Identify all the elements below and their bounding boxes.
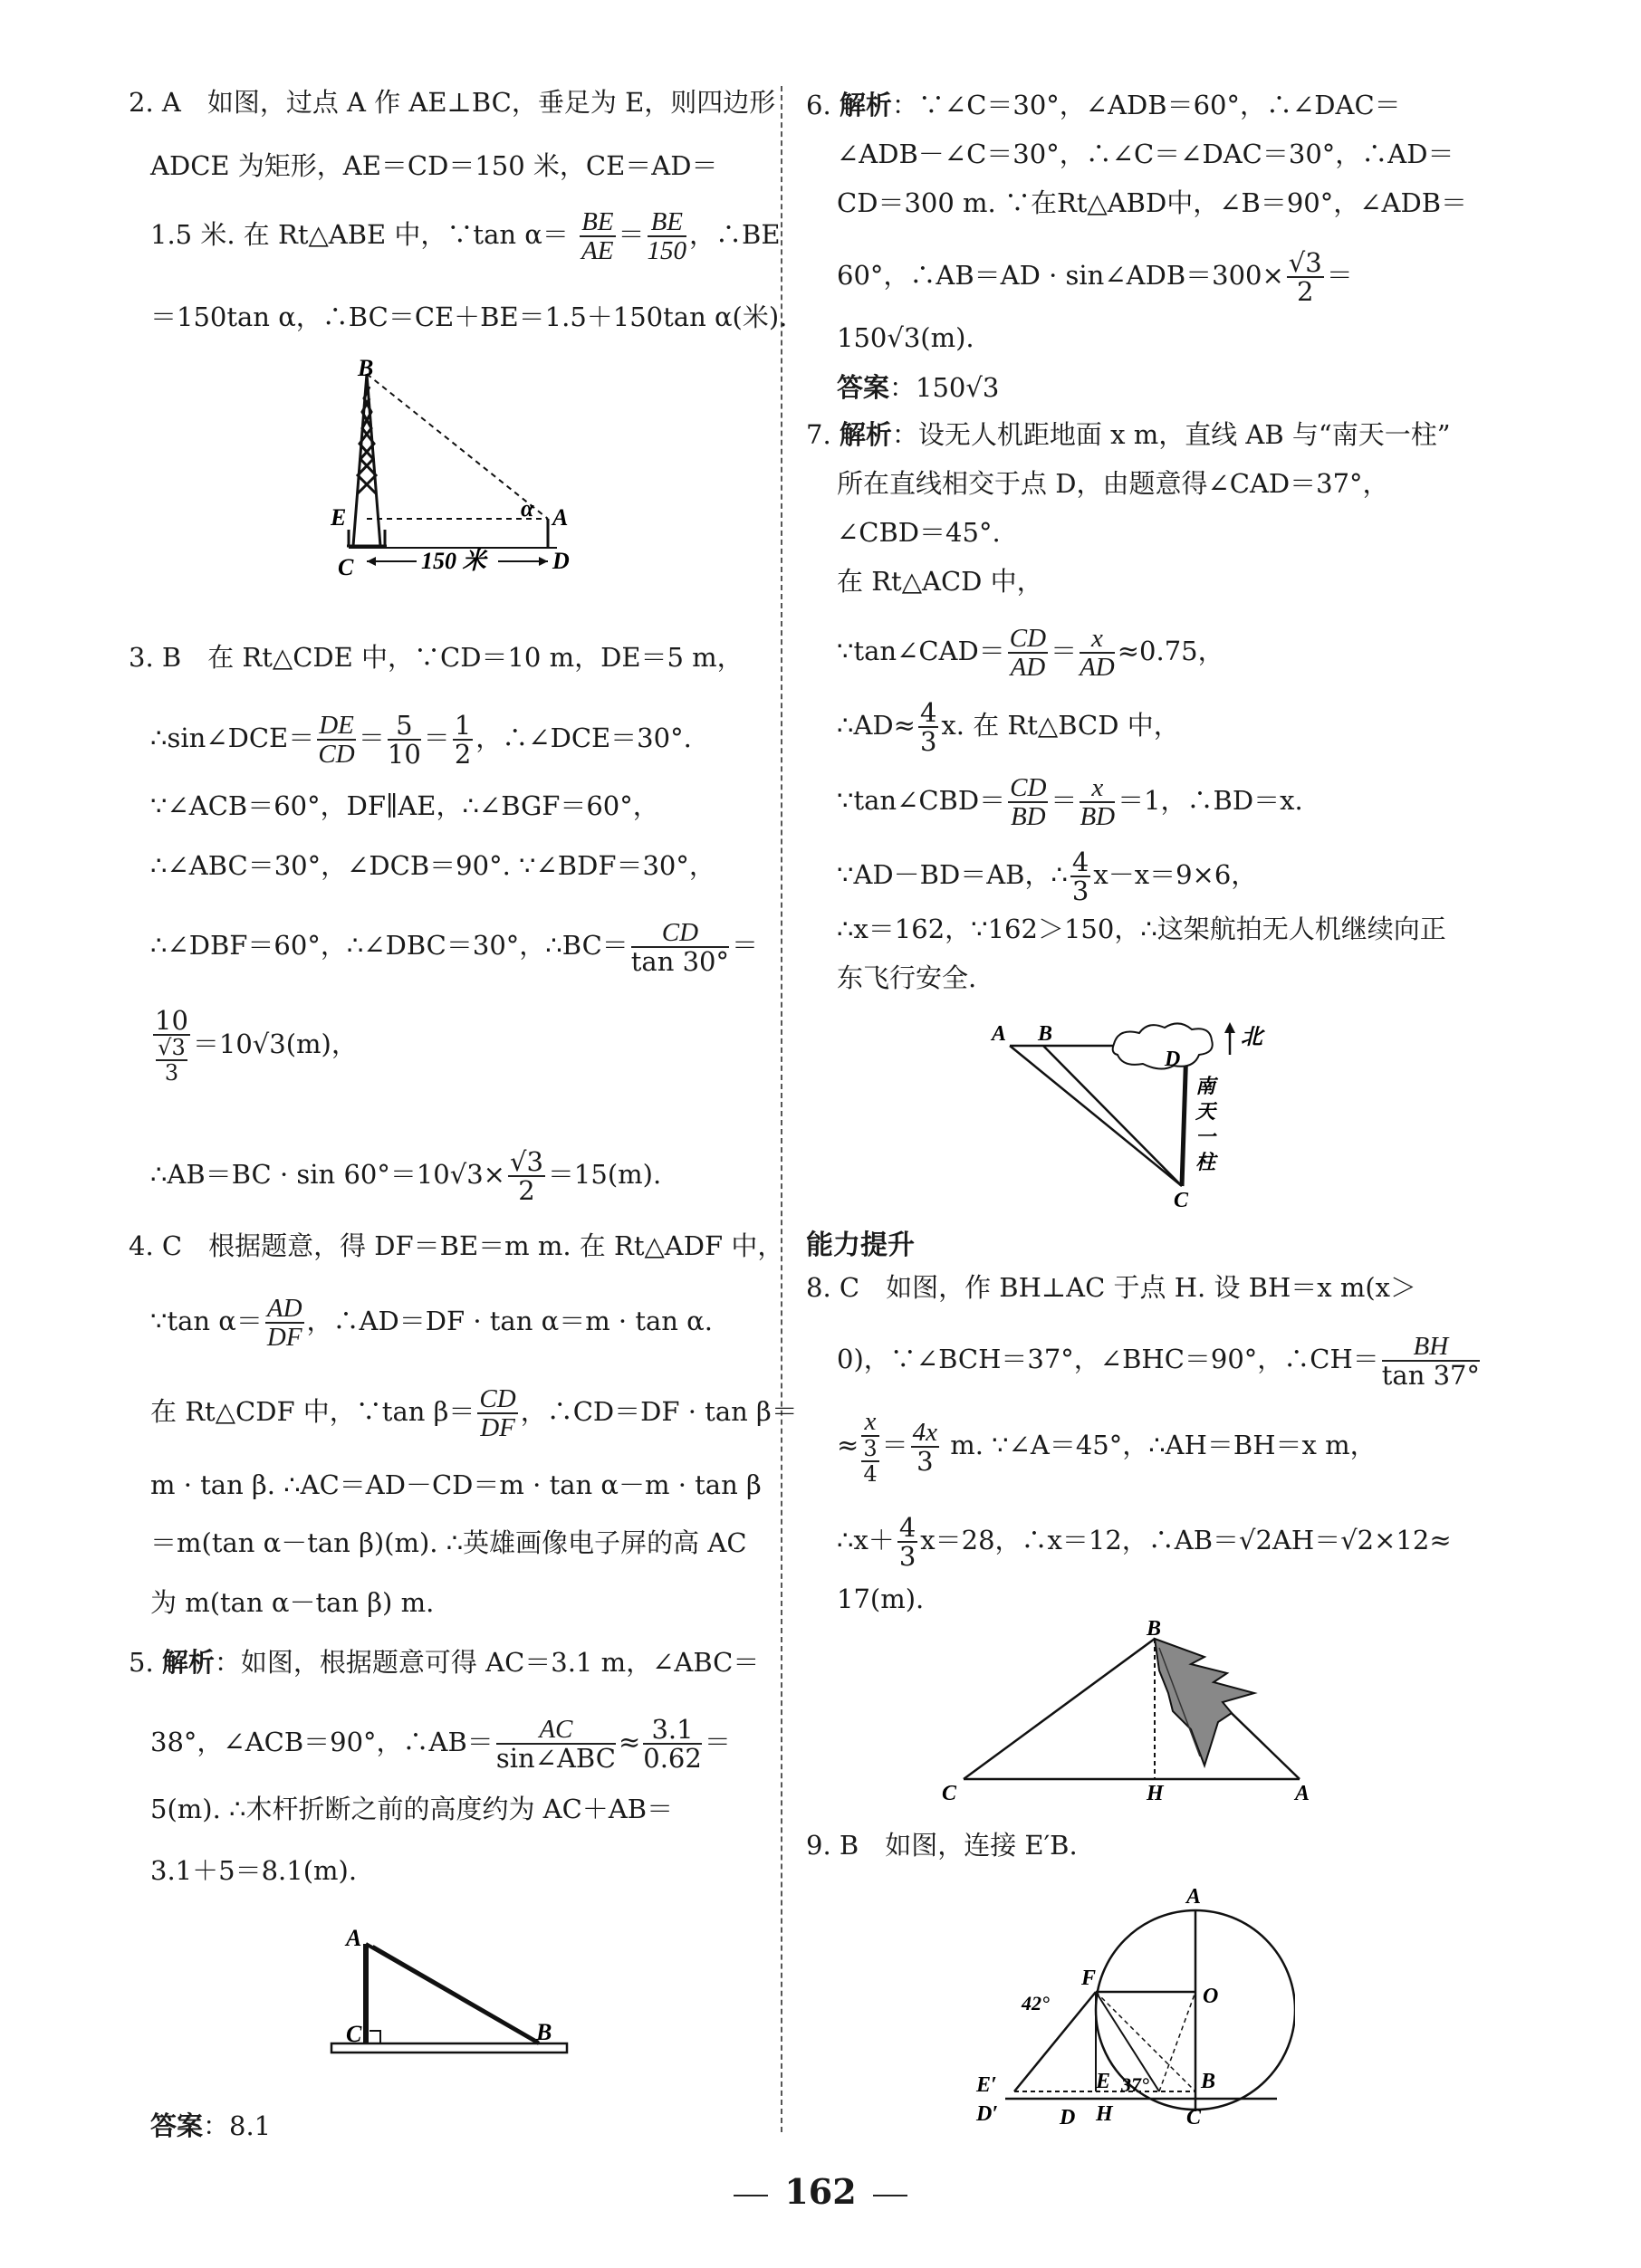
q5-answer: 答案：8.1: [150, 2110, 272, 2141]
q3-line7: ∴AB＝BC · sin 60°＝10√3× $\frac{√3}{2}$ ＝15(m).: [150, 1146, 662, 1206]
fraction: $\frac{BE}{150}$: [647, 207, 687, 265]
q7-line4: 在 Rt△ACD 中，: [837, 566, 1043, 597]
figure-tree: [942, 1621, 1322, 1802]
label-C: C: [338, 554, 354, 580]
label-B: B: [536, 2019, 552, 2045]
q8-line4: ∴x＋ $\frac{4}{3}$ x＝28，∴x＝12，∴AB＝√2AH＝√2×12≈: [837, 1512, 1452, 1572]
q3-line5: ∴∠DBF＝60°，∴∠DBC＝30°，∴BC＝ $\frac{CD}{\tan 30^\circ}$ ＝: [150, 918, 759, 977]
q7-line3: ∠CBD＝45°.: [837, 517, 1001, 548]
label-north: 北: [1241, 1026, 1262, 1049]
q5-line2: 38°，∠ACB＝90°，∴AB＝ $\frac{AC}{\text{sin∠ABC}}$ ≈ $\frac{3.1}{0.62}$ ＝: [150, 1714, 731, 1774]
q5-line1: 5. 解析：如图，根据题意可得 AC＝3.1 m，∠ABC＝: [129, 1647, 760, 1678]
q7-line7: ∵tan∠CBD＝ $\frac{CD}{BD}$ ＝ $\frac{x}{BD}$ ＝1，∴BD＝x.: [837, 773, 1303, 831]
q6-line1: 6. 解析：∵∠C＝30°，∠ADB＝60°，∴∠DAC＝: [806, 90, 1401, 120]
label-B: B: [1201, 2070, 1216, 2093]
label-D-prime: D′: [976, 2102, 999, 2126]
label-A: A: [1295, 1782, 1310, 1802]
q3-line6: $\frac{10}{\frac{√3}{3}}$ ＝10√3(m)，: [155, 1005, 358, 1086]
figure-broken-pole: [326, 1924, 580, 2073]
q4-line2: ∵tan α＝ $\frac{AD}{DF}$ ，∴AD＝DF · tan α＝m · tan α.: [150, 1294, 713, 1352]
q6-line5: 150√3(m).: [837, 322, 974, 353]
q6-line3: CD＝300 m. ∵在Rt△ABD中，∠B＝90°，∠ADB＝: [837, 187, 1468, 218]
label-A: A: [552, 504, 569, 531]
q3-line1: 3. B 在 Rt△CDE 中，∵CD＝10 m，DE＝5 m，: [129, 642, 744, 673]
q7-line6: ∴AD≈ $\frac{4}{3}$ x. 在 Rt△BCD 中，: [837, 697, 1180, 757]
label-distance: 150 米: [421, 548, 486, 574]
q6-answer: 答案：150√3: [837, 372, 1000, 403]
q4-line3: 在 Rt△CDF 中，∵tan β＝ $\frac{CD}{DF}$ ，∴CD＝DF · tan β＝: [150, 1384, 798, 1442]
q7-line5: ∵tan∠CAD＝ $\frac{CD}{AD}$ ＝ $\frac{x}{AD}$ ≈0.75，: [837, 624, 1224, 682]
q2-line1: 2. A 如图，过点 A 作 AE⊥BC，垂足为 E，则四边形: [129, 87, 776, 118]
label-B: B: [1147, 1621, 1162, 1641]
q4-line6: 为 m(tan α－tan β) m.: [150, 1587, 435, 1618]
q7-line9: ∴x＝162，∵162＞150，∴这架航拍无人机继续向正: [837, 914, 1446, 944]
pillar-char-3: 一: [1195, 1125, 1216, 1148]
label-A: A: [992, 1022, 1007, 1046]
q4-line5: ＝m(tan α－tan β)(m). ∴英雄画像电子屏的高 AC: [150, 1527, 747, 1558]
pillar-char-1: 南: [1195, 1075, 1216, 1097]
pillar-char-2: 天: [1195, 1100, 1216, 1123]
label-B: B: [358, 358, 374, 381]
column-divider: [781, 86, 782, 2132]
label-C: C: [1186, 2106, 1202, 2129]
q8-line1: 8. C 如图，作 BH⊥AC 于点 H. 设 BH＝x m(x＞: [806, 1272, 1417, 1303]
label-F: F: [1081, 1967, 1097, 1990]
q7-line8: ∵AD－BD＝AB，∴ $\frac{4}{3}$ x－x＝9×6，: [837, 847, 1258, 906]
label-E: E: [331, 504, 347, 531]
q3-line3: ∵∠ACB＝60°，DF∥AE，∴∠BGF＝60°，: [150, 790, 659, 821]
label-E-prime: E′: [976, 2073, 997, 2097]
label-C: C: [942, 1782, 957, 1802]
q2-line4: ＝150tan α，∴BC＝CE＋BE＝1.5＋150tan α(米).: [150, 301, 788, 332]
q4-line1: 4. C 根据题意，得 DF＝BE＝m m. 在 Rt△ADF 中，: [129, 1230, 784, 1261]
label-D: D: [552, 548, 570, 574]
label-alpha: α: [521, 495, 534, 522]
section-title: 能力提升: [806, 1230, 915, 1261]
pillar-char-4: 柱: [1195, 1151, 1216, 1173]
figure-tower: [331, 358, 584, 598]
page-number: 162: [0, 2171, 1641, 2212]
figure-circle: [969, 1874, 1295, 2137]
q7-line2: 所在直线相交于点 D，由题意得∠CAD＝37°，: [837, 468, 1389, 499]
label-H: H: [1096, 2102, 1113, 2126]
q3-line2: ∴sin∠DCE＝ $\frac{DE}{CD}$ ＝ $\frac{5}{10}$ ＝ $\frac{1}{2}$ ，∴∠DCE＝30°.: [150, 710, 692, 770]
q4-line4: m · tan β. ∴AC＝AD－CD＝m · tan α－m · tan β: [150, 1469, 762, 1500]
label-angle37: 37°: [1121, 2073, 1149, 2096]
figure-drone: [987, 1010, 1295, 1209]
label-H: H: [1147, 1782, 1164, 1802]
label-E: E: [1096, 2070, 1111, 2093]
q5-line3: 5(m). ∴木杆折断之前的高度约为 AC＋AB＝: [150, 1794, 674, 1824]
label-B: B: [1038, 1022, 1053, 1046]
q5-line4: 3.1＋5＝8.1(m).: [150, 1855, 358, 1886]
q6-line2: ∠ADB－∠C＝30°，∴∠C＝∠DAC＝30°，∴AD＝: [837, 139, 1454, 169]
q8-line3: ≈ $\frac{x}{\frac{3}{4}}$ ＝ $\frac{4x}{3}$ m. ∵∠A＝45°，∴AH＝BH＝x m，: [837, 1407, 1377, 1487]
q2-line2: ADCE 为矩形，AE＝CD＝150 米，CE＝AD＝: [150, 150, 718, 181]
label-D: D: [1165, 1048, 1181, 1071]
label-C: C: [1174, 1189, 1189, 1209]
label-A: A: [1186, 1885, 1202, 1909]
q8-line2: 0)，∵∠BCH＝37°，∠BHC＝90°，∴CH＝ $\frac{BH}{\tan 37^\circ}$: [837, 1332, 1481, 1391]
label-D: D: [1060, 2106, 1076, 2129]
q6-line4: 60°，∴AB＝AD · sin∠ADB＝300× $\frac{√3}{2}$ ＝: [837, 247, 1353, 307]
fraction: $\frac{BE}{AE}$: [581, 207, 614, 265]
label-C: C: [346, 2021, 362, 2047]
q8-line5: 17(m).: [837, 1584, 925, 1614]
q9-line1: 9. B 如图，连接 E′B.: [806, 1830, 1078, 1861]
label-angle42: 42°: [1022, 1992, 1050, 2014]
label-A: A: [346, 1925, 362, 1951]
q7-line1: 7. 解析：设无人机距地面 x m，直线 AB 与“南天一柱”: [806, 419, 1451, 450]
q7-line10: 东飞行安全.: [837, 962, 977, 993]
q3-line4: ∴∠ABC＝30°，∠DCB＝90°. ∵∠BDF＝30°，: [150, 850, 715, 881]
label-O: O: [1203, 1985, 1219, 2008]
q2-line3: 1.5 米. 在 Rt△ABE 中，∵tan α＝ $\frac{BE}{AE}$ ＝ $\frac{BE}{150}$ ，∴BE: [150, 207, 781, 265]
